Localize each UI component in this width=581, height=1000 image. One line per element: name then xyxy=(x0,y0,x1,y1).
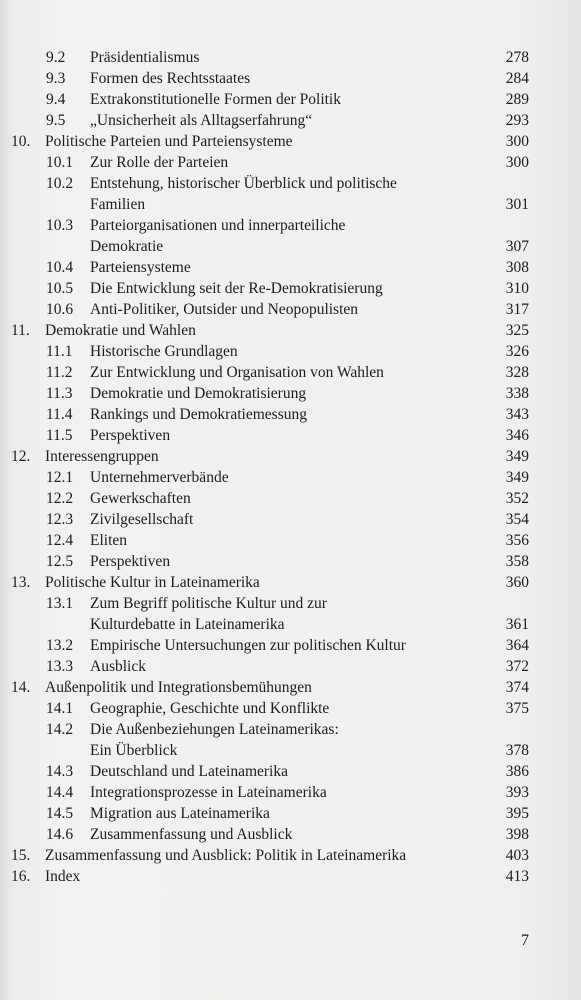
entry-title xyxy=(90,215,345,257)
toc-section-entry xyxy=(0,362,581,383)
entry-page-number: 310 xyxy=(505,280,529,297)
entry-title-line: Politische Kultur in Lateinamerika xyxy=(45,574,260,591)
entry-title-continuation: Kulturdebatte in Lateinamerika xyxy=(90,616,285,633)
entry-title xyxy=(90,593,327,635)
entry-number: 16. xyxy=(11,868,31,885)
entry-number: 11.3 xyxy=(46,385,73,402)
entry-title-line: Unternehmerverbände xyxy=(90,469,229,486)
entry-title-line: Demokratie und Demokratisierung xyxy=(90,385,307,402)
entry-number: 13.3 xyxy=(46,658,74,675)
entry-page-number: 338 xyxy=(505,385,529,402)
entry-page-number: 413 xyxy=(505,868,529,885)
toc-section-entry xyxy=(0,593,581,635)
entry-title xyxy=(90,89,341,110)
entry-page-number: 293 xyxy=(505,112,529,129)
entry-title xyxy=(90,152,228,173)
toc-section-entry xyxy=(0,89,581,110)
entry-title-line: Gewerkschaften xyxy=(90,490,191,507)
toc-section-entry xyxy=(0,404,581,425)
entry-number: 10.4 xyxy=(46,259,74,276)
toc-section-entry xyxy=(0,551,581,572)
entry-title-line: „Unsicherheit als Alltagserfahrung“ xyxy=(90,112,313,129)
entry-title xyxy=(90,257,191,278)
entry-title xyxy=(90,278,383,299)
entry-page-number: 372 xyxy=(505,658,529,675)
entry-number: 11.5 xyxy=(46,427,73,444)
entry-title-line: Zivilgesellschaft xyxy=(90,511,194,528)
entry-title-line: Extrakonstitutionelle Formen der Politik xyxy=(90,91,341,108)
entry-title-line: Perspektiven xyxy=(90,427,171,444)
entry-title-line: Entstehung, historischer Überblick und politische xyxy=(90,175,397,192)
entry-title xyxy=(45,677,312,698)
entry-title-line: Geographie, Geschichte und Konflikte xyxy=(90,700,330,717)
entry-page-number: 378 xyxy=(505,742,529,759)
entry-title-line: Interessengruppen xyxy=(45,448,159,465)
entry-title-line: Integrationsprozesse in Lateinamerika xyxy=(90,784,327,801)
entry-title xyxy=(90,110,312,131)
entry-page-number: 346 xyxy=(505,427,529,444)
entry-number: 14.4 xyxy=(46,784,74,801)
toc-section-entry xyxy=(0,824,581,845)
entry-title xyxy=(90,782,327,803)
entry-title-continuation: Demokratie xyxy=(90,238,164,255)
entry-title-line: Anti-Politiker, Outsider und Neopopulisten xyxy=(90,301,359,318)
entry-title xyxy=(90,488,191,509)
entry-title-line: Deutschland und Lateinamerika xyxy=(90,763,288,780)
entry-number: 9.5 xyxy=(46,112,66,129)
toc-section-entry xyxy=(0,173,581,215)
toc-section-entry xyxy=(0,761,581,782)
entry-page-number: 307 xyxy=(505,238,529,255)
toc-section-entry xyxy=(0,68,581,89)
entry-title xyxy=(90,551,170,572)
toc-chapter-entry xyxy=(0,677,581,698)
entry-title xyxy=(45,572,260,593)
toc-section-entry xyxy=(0,152,581,173)
entry-title xyxy=(90,299,358,320)
entry-title xyxy=(90,824,292,845)
entry-number: 14.5 xyxy=(46,805,74,822)
entry-number: 10. xyxy=(11,133,31,150)
entry-page-number: 349 xyxy=(505,469,529,486)
entry-number: 12.4 xyxy=(46,532,74,549)
entry-title-line: Historische Grundlagen xyxy=(90,343,238,360)
page-number: 7 xyxy=(521,932,529,949)
entry-number: 13. xyxy=(11,574,31,591)
entry-page-number: 284 xyxy=(505,70,529,87)
entry-page-number: 395 xyxy=(505,805,529,822)
entry-page-number: 361 xyxy=(505,616,529,633)
toc-section-entry xyxy=(0,530,581,551)
entry-number: 10.1 xyxy=(46,154,74,171)
entry-number: 11.2 xyxy=(46,364,73,381)
entry-number: 13.1 xyxy=(46,595,74,612)
toc-section-entry xyxy=(0,299,581,320)
entry-title-line: Parteiensysteme xyxy=(90,259,191,276)
entry-title-line: Zusammenfassung und Ausblick xyxy=(90,826,293,843)
toc-section-entry xyxy=(0,719,581,761)
entry-page-number: 349 xyxy=(505,448,529,465)
entry-title xyxy=(45,845,406,866)
entry-page-number: 301 xyxy=(505,196,529,213)
toc-section-entry xyxy=(0,425,581,446)
entry-number: 12.2 xyxy=(46,490,74,507)
entry-title xyxy=(90,656,146,677)
entry-title-line: Empirische Untersuchungen zur politischen Kultur xyxy=(90,637,406,654)
entry-title-line: Zum Begriff politische Kultur und zur xyxy=(90,595,327,612)
entry-title xyxy=(90,362,384,383)
entry-number: 14.1 xyxy=(46,700,74,717)
entry-page-number: 364 xyxy=(505,637,529,654)
toc-section-entry xyxy=(0,278,581,299)
entry-page-number: 300 xyxy=(505,154,529,171)
entry-title-line: Zur Entwicklung und Organisation von Wahlen xyxy=(90,364,384,381)
entry-title-continuation: Ein Überblick xyxy=(90,742,178,759)
entry-title-line: Die Entwicklung seit der Re-Demokratisierung xyxy=(90,280,383,297)
entry-number: 13.2 xyxy=(46,637,74,654)
entry-page-number: 343 xyxy=(505,406,529,423)
entry-title xyxy=(90,383,306,404)
entry-number: 10.6 xyxy=(46,301,74,318)
entry-title xyxy=(45,866,80,887)
entry-number: 14.3 xyxy=(46,763,74,780)
entry-title xyxy=(90,761,288,782)
entry-number: 9.3 xyxy=(46,70,66,87)
entry-page-number: 358 xyxy=(505,553,529,570)
toc-chapter-entry xyxy=(0,131,581,152)
toc-section-entry xyxy=(0,635,581,656)
toc-section-entry xyxy=(0,215,581,257)
entry-title-line: Perspektiven xyxy=(90,553,171,570)
entry-title-line: Zusammenfassung und Ausblick: Politik in Lateinamerika xyxy=(45,847,407,864)
toc-chapter-entry xyxy=(0,446,581,467)
toc-chapter-entry xyxy=(0,845,581,866)
entry-page-number: 354 xyxy=(505,511,529,528)
entry-title-line: Parteiorganisationen und innerparteiliche xyxy=(90,217,346,234)
entry-number: 9.2 xyxy=(46,49,66,66)
toc-section-entry xyxy=(0,110,581,131)
toc-chapter-entry xyxy=(0,572,581,593)
entry-number: 11.4 xyxy=(46,406,73,423)
entry-number: 15. xyxy=(11,847,31,864)
toc-section-entry xyxy=(0,488,581,509)
entry-title-line: Ausblick xyxy=(90,658,146,675)
entry-number: 10.5 xyxy=(46,280,74,297)
entry-title xyxy=(90,530,127,551)
entry-number: 12.1 xyxy=(46,469,74,486)
entry-title-line: Außenpolitik und Integrationsbemühungen xyxy=(45,679,312,696)
entry-page-number: 360 xyxy=(505,574,529,591)
entry-number: 12.3 xyxy=(46,511,74,528)
entry-number: 14.6 xyxy=(46,826,74,843)
entry-page-number: 326 xyxy=(505,343,529,360)
toc-section-entry xyxy=(0,698,581,719)
entry-page-number: 317 xyxy=(505,301,529,318)
entry-page-number: 308 xyxy=(505,259,529,276)
entry-title xyxy=(45,320,196,341)
entry-number: 10.3 xyxy=(46,217,74,234)
entry-title-line: Migration aus Lateinamerika xyxy=(90,805,270,822)
entry-page-number: 328 xyxy=(505,364,529,381)
entry-number: 14. xyxy=(11,679,31,696)
entry-title xyxy=(90,173,397,215)
entry-page-number: 393 xyxy=(505,784,529,801)
toc-section-entry xyxy=(0,782,581,803)
entry-page-number: 386 xyxy=(505,763,529,780)
entry-page-number: 398 xyxy=(505,826,529,843)
entry-title-line: Rankings und Demokratiemessung xyxy=(90,406,307,423)
entry-page-number: 352 xyxy=(505,490,529,507)
entry-page-number: 356 xyxy=(505,532,529,549)
entry-page-number: 325 xyxy=(505,322,529,339)
entry-title-line: Formen des Rechtsstaates xyxy=(90,70,251,87)
toc-section-entry xyxy=(0,383,581,404)
entry-title xyxy=(90,719,339,761)
toc-section-entry xyxy=(0,257,581,278)
entry-page-number: 289 xyxy=(505,91,529,108)
table-of-contents xyxy=(0,47,581,887)
entry-title xyxy=(90,803,270,824)
entry-page-number: 403 xyxy=(505,847,529,864)
entry-title-line: Eliten xyxy=(90,532,128,549)
entry-title-line: Index xyxy=(45,868,81,885)
entry-title xyxy=(90,635,406,656)
toc-section-entry xyxy=(0,803,581,824)
entry-number: 11. xyxy=(11,322,30,339)
entry-title-line: Politische Parteien und Parteiensysteme xyxy=(45,133,293,150)
toc-chapter-entry xyxy=(0,866,581,887)
entry-page-number: 278 xyxy=(505,49,529,66)
entry-title-line: Zur Rolle der Parteien xyxy=(90,154,229,171)
entry-title xyxy=(90,698,329,719)
entry-number: 9.4 xyxy=(46,91,66,108)
entry-title-line: Demokratie und Wahlen xyxy=(45,322,196,339)
entry-title-line: Präsidentialismus xyxy=(90,49,200,66)
entry-number: 11.1 xyxy=(46,343,73,360)
entry-page-number: 375 xyxy=(505,700,529,717)
toc-section-entry xyxy=(0,47,581,68)
toc-section-entry xyxy=(0,341,581,362)
entry-title xyxy=(45,131,293,152)
entry-number: 10.2 xyxy=(46,175,74,192)
entry-page-number: 374 xyxy=(505,679,529,696)
entry-number: 12.5 xyxy=(46,553,74,570)
entry-title xyxy=(90,47,199,68)
entry-title-line: Die Außenbeziehungen Lateinamerikas: xyxy=(90,721,339,738)
entry-title xyxy=(90,425,170,446)
entry-title xyxy=(90,404,307,425)
toc-section-entry xyxy=(0,467,581,488)
entry-title xyxy=(45,446,159,467)
entry-title xyxy=(90,68,250,89)
entry-title-continuation: Familien xyxy=(90,196,146,213)
entry-number: 12. xyxy=(11,448,31,465)
entry-number: 14.2 xyxy=(46,721,74,738)
entry-title xyxy=(90,467,229,488)
entry-title xyxy=(90,509,193,530)
toc-section-entry xyxy=(0,656,581,677)
toc-section-entry xyxy=(0,509,581,530)
toc-chapter-entry xyxy=(0,320,581,341)
entry-page-number: 300 xyxy=(505,133,529,150)
entry-title xyxy=(90,341,238,362)
